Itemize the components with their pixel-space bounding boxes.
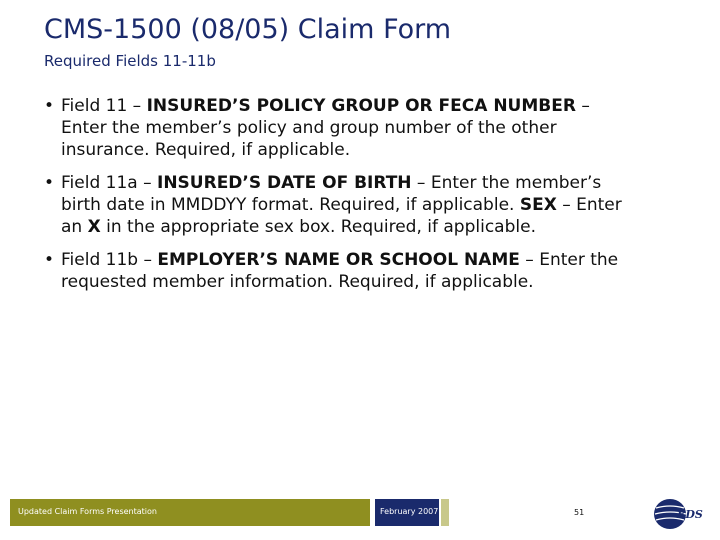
bullet-lead: Field 11 – (61, 96, 147, 116)
eds-logo-icon (650, 496, 708, 532)
page-subtitle: Required Fields 11-11b (44, 52, 216, 70)
bullet-text: – Enter an (61, 195, 622, 237)
bullet-list (44, 95, 624, 304)
footer-date: February 2007 (380, 507, 439, 516)
logo-text: EDS (677, 508, 703, 521)
bullet-bold-sex: SEX (519, 195, 557, 215)
bullet-text: – Enter the member’s birth date in MMDDYY format. Required, if applicable. (61, 173, 602, 215)
bullet-icon: • (44, 250, 55, 270)
bullet-bold: INSURED’S DATE OF BIRTH (157, 173, 412, 193)
bullet-lead: Field 11b – (61, 250, 158, 270)
page-title: CMS-1500 (08/05) Claim Form (44, 14, 452, 45)
bullet-text: – Enter the member’s policy and group number of the other insurance. Required, if applicable. (61, 96, 590, 160)
bullet-lead: Field 11a – (61, 173, 157, 193)
bullet-bold: EMPLOYER’S NAME OR SCHOOL NAME (157, 250, 520, 270)
bullet-item-field-11b (44, 249, 624, 293)
bullet-text: – Enter the requested member information. Required, if applicable. (61, 250, 619, 292)
bullet-text: in the appropriate sex box. Required, if applicable. (100, 217, 536, 237)
bullet-icon: • (44, 96, 55, 116)
bullet-bold-x: X (87, 217, 101, 237)
bullet-icon: • (44, 173, 55, 193)
footer-presentation-name: Updated Claim Forms Presentation (18, 507, 157, 516)
bullet-bold: INSURED’S POLICY GROUP OR FECA NUMBER (146, 96, 576, 116)
page-number: 51 (574, 508, 585, 517)
footer-accent (441, 499, 449, 526)
bullet-item-field-11 (44, 95, 624, 161)
bullet-item-field-11a (44, 172, 624, 238)
